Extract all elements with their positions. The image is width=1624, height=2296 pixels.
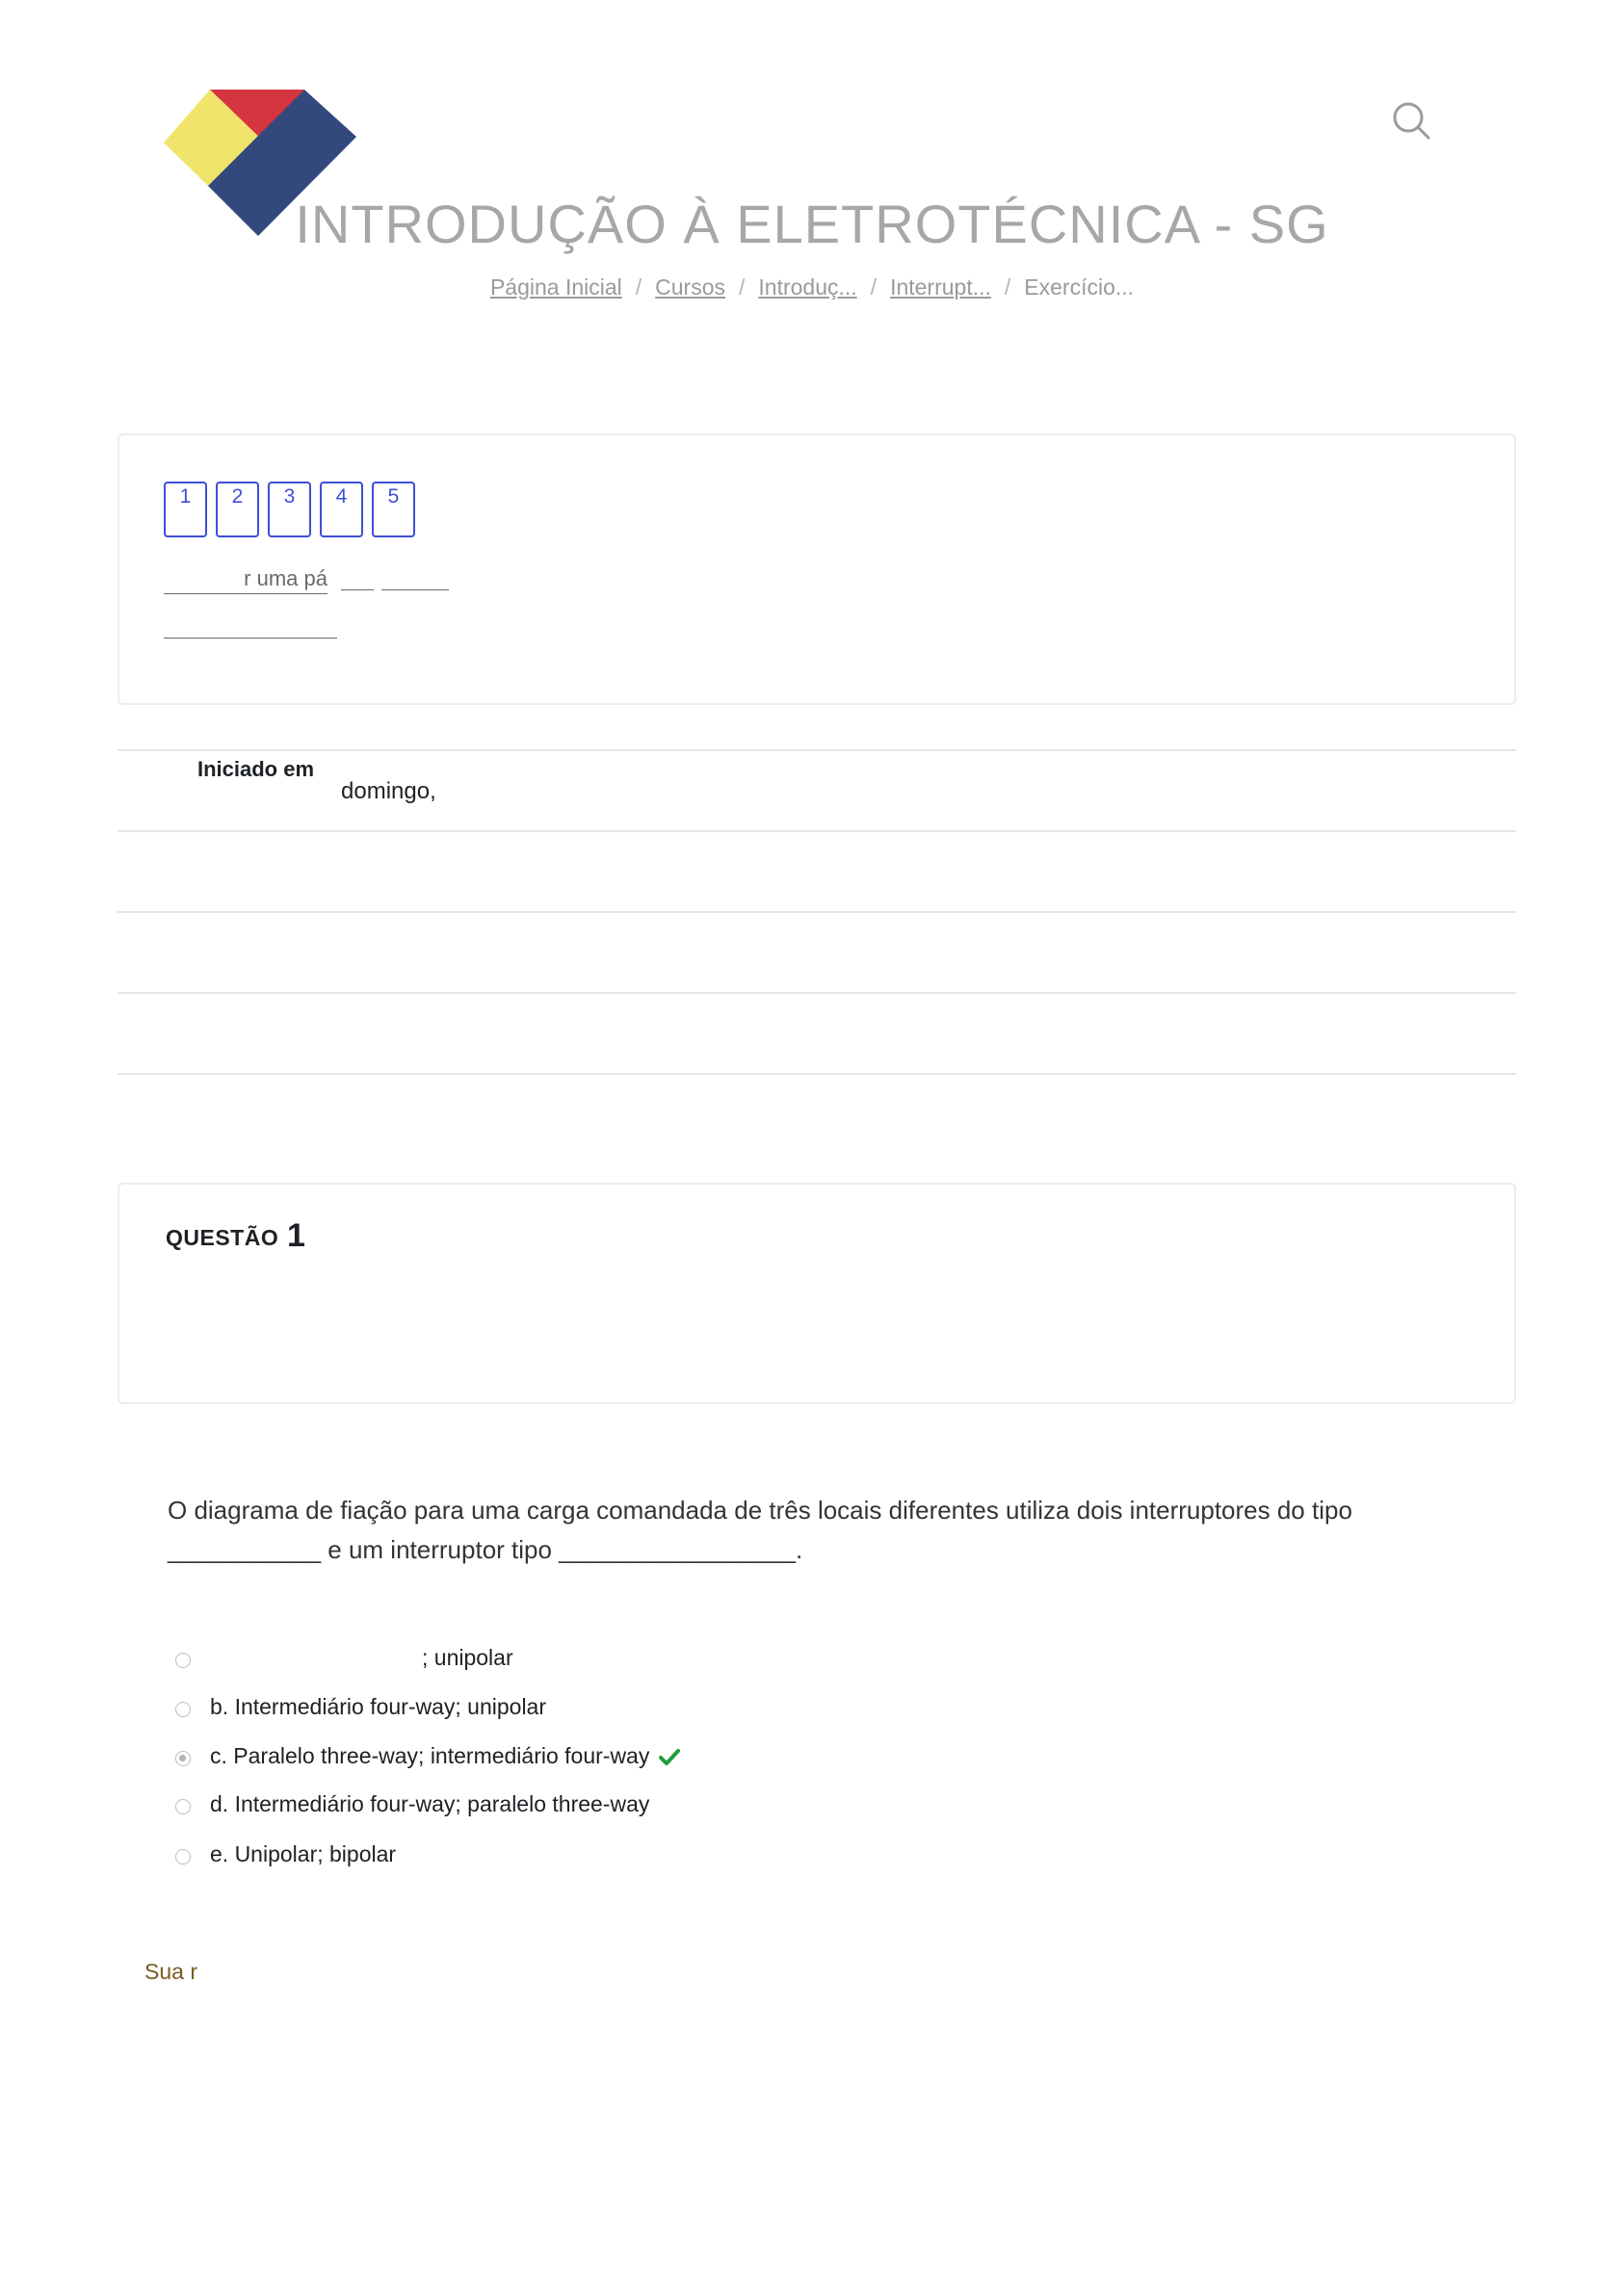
underline-decoration <box>381 589 449 590</box>
question-text <box>168 1491 1458 1570</box>
quiz-nav-button-4[interactable]: 4 <box>320 482 363 537</box>
course-title: INTRODUÇÃO À ELETROTÉCNICA - SG <box>295 194 1329 254</box>
radio-button[interactable] <box>175 1799 191 1814</box>
breadcrumb-separator: / <box>1004 274 1011 300</box>
search-icon[interactable] <box>1387 96 1435 144</box>
answer-option-text: ; unipolar <box>422 1645 513 1670</box>
breadcrumb <box>0 274 1624 300</box>
breadcrumb-courses[interactable]: Cursos <box>655 274 725 300</box>
breadcrumb-home[interactable]: Página Inicial <box>489 274 622 300</box>
breadcrumb-section[interactable]: Interrupt... <box>890 274 991 300</box>
question-text-line: O diagrama de fiação para uma carga comandada de três locais diferentes utiliza dois interruptores do tipo <box>168 1496 1352 1525</box>
radio-button-selected[interactable] <box>175 1751 191 1766</box>
answer-option-row <box>210 1743 680 1769</box>
summary-divider <box>118 911 1516 913</box>
summary-divider <box>118 749 1516 751</box>
breadcrumb-separator: / <box>870 274 877 300</box>
question-label: QUESTÃO <box>166 1225 279 1250</box>
breadcrumb-course[interactable]: Introduç... <box>758 274 857 300</box>
underline-decoration <box>341 589 374 590</box>
question-number: 1 <box>287 1217 305 1254</box>
quiz-nav-button-3[interactable]: 3 <box>268 482 311 537</box>
answer-option-text: b. Intermediário four-way; unipolar <box>210 1694 546 1719</box>
summary-divider <box>118 830 1516 832</box>
quiz-navigation-card <box>118 433 1516 705</box>
quiz-nav-link[interactable]: r uma pá <box>164 566 327 594</box>
breadcrumb-separator: / <box>635 274 642 300</box>
radio-button[interactable] <box>175 1702 191 1717</box>
correct-check-icon <box>659 1749 680 1766</box>
started-label: Iniciado em <box>197 757 315 781</box>
breadcrumb-separator: / <box>739 274 746 300</box>
breadcrumb-current: Exercício... <box>1024 274 1135 300</box>
answer-option-text: c. Paralelo three-way; intermediário four-way <box>210 1743 650 1768</box>
answer-option-text: e. Unipolar; bipolar <box>210 1841 397 1866</box>
quiz-nav-button-1[interactable]: 1 <box>164 482 207 537</box>
summary-divider <box>118 1073 1516 1075</box>
quiz-nav-button-2[interactable]: 2 <box>216 482 259 537</box>
question-text-line: ___________ e um interruptor tipo _________________. <box>168 1535 803 1564</box>
summary-divider <box>118 992 1516 994</box>
radio-button[interactable] <box>175 1849 191 1865</box>
answer-feedback: Sua r <box>144 1959 197 1984</box>
question-info-card <box>118 1183 1516 1404</box>
quiz-nav-link-secondary[interactable] <box>164 638 337 639</box>
radio-button[interactable] <box>175 1653 191 1668</box>
answer-option-text: d. Intermediário four-way; paralelo three-way <box>210 1791 650 1816</box>
started-value: domingo, <box>341 778 436 804</box>
quiz-nav-button-5[interactable]: 5 <box>372 482 415 537</box>
